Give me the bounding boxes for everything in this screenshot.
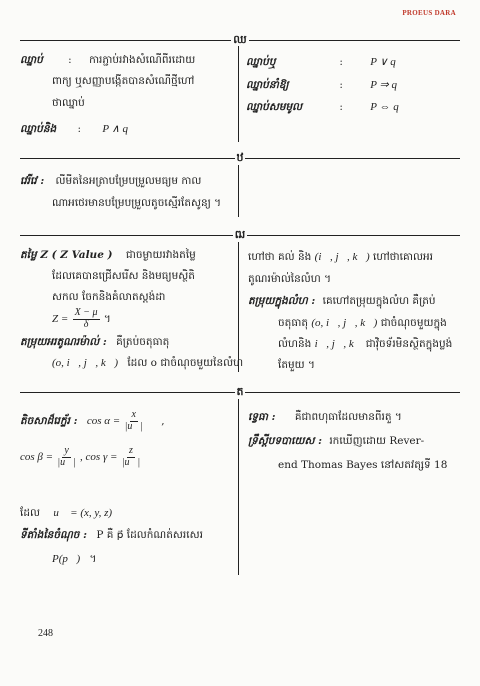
column-divider bbox=[238, 46, 239, 142]
definition-line: ទ្វេធា : គឺជាពហុធាដែលមានពីរតួ ។ bbox=[248, 411, 402, 423]
definition-line: ឈ្នាប់ឬ : P ∨ q bbox=[246, 55, 396, 71]
term: វេរីវេ : bbox=[20, 175, 45, 187]
fraction: $\frac{X - \mu}{\delta}$ bbox=[74, 307, 98, 330]
formula: P ∧ q bbox=[102, 123, 128, 135]
term: ឈ្នាប់នាំឱ្យ bbox=[246, 79, 289, 91]
definition-line: វេរីវេ : លីមីតនៃអត្រាបម្រែបម្រួលមធ្យម កាល bbox=[20, 175, 202, 187]
definition-line: ចតុធាតុ (o, i⃗, j⃗, k⃗) ជាចំណុចមួយក្នុង bbox=[278, 317, 447, 329]
definition-line: លំហនិង i⃗, j⃗, k⃗ ជាវ៉ិចទ័រមិនស្ថិតក្នុងប្លង់ bbox=[278, 338, 453, 350]
column-divider bbox=[238, 242, 239, 372]
column-divider bbox=[238, 165, 239, 217]
column-divider bbox=[238, 399, 239, 575]
formula: P ∨ q bbox=[370, 56, 396, 68]
definition-line: (o, i⃗, j⃗, k⃗) ដែល o ជាចំណុចមួយនៃលំហ bbox=[52, 357, 244, 369]
formula: i⃗, j⃗, k⃗ bbox=[314, 338, 363, 350]
term: តម្រុយក្នុងលំហ : bbox=[248, 295, 316, 307]
definition-text: សកល ចែកនិងគំលាតស្តង់ដា bbox=[52, 291, 166, 303]
running-header: PROEUS DARA bbox=[402, 9, 456, 17]
term: ទ្រឹស្តីបទបាយេស : bbox=[248, 435, 322, 447]
formula: P ⇒ q bbox=[370, 79, 397, 91]
formula: Z = $\frac{X - \mu}{\delta}$ ។ bbox=[52, 307, 111, 330]
definition-line: តម្រុយក្នុងលំហ : គេហៅតម្រុយក្នុងលំហ គឺត្រប់ bbox=[248, 295, 436, 307]
section-letter: ឍ bbox=[0, 228, 480, 244]
formula: P(p⃗) bbox=[52, 553, 81, 565]
definition-text: ពាក្យ ឬសញ្ញាបង្កើតបានសំណើថ្មីហៅ bbox=[52, 75, 195, 87]
definition-text: end Thomas Bayes នៅសតវត្សទី 18 bbox=[278, 459, 448, 471]
formula: (o, i⃗, j⃗, k⃗) bbox=[311, 317, 378, 329]
term: ឈ្នាប់សមមូល bbox=[246, 101, 303, 113]
section-letter: ត bbox=[0, 385, 480, 401]
formula: (i⃗, j⃗, k⃗) bbox=[314, 251, 370, 263]
term: ឈ្នាប់ឬ bbox=[246, 56, 276, 68]
definition-line: តិចសាដ៏រេក្ទ័រ : cos α = $\frac{x}{|u⃗|}$ , bbox=[20, 409, 165, 432]
definition-text: ណាអថេរមានបម្រែបម្រួលតូចស្មើរតែសូន្យ ។ bbox=[52, 197, 222, 209]
definition-line: ឈ្នាប់នាំឱ្យ : P ⇒ q bbox=[246, 78, 397, 94]
formula: u⃗ = (x, y, z) bbox=[53, 507, 113, 519]
fraction: $\frac{x}{|u⃗|}$ bbox=[124, 409, 143, 432]
formula: (o, i⃗, j⃗, k⃗) bbox=[52, 357, 118, 369]
formula: cos β = $\frac{y}{|u⃗|}$ , cos γ = $\frac{z}{|u⃗|}$ bbox=[20, 445, 141, 468]
page-number: 248 bbox=[38, 628, 53, 639]
definition-line: ឈ្នាប់និង : P ∧ q bbox=[20, 123, 128, 135]
fraction: $\frac{z}{|u⃗|}$ bbox=[121, 445, 141, 468]
definition-line: ដែល u⃗ = (x, y, z) bbox=[20, 507, 113, 519]
term: តម្រុយអរតូណរម៉ាល់ : bbox=[20, 336, 107, 348]
definition-line: តម្លៃ Z ( Z Value ) ជាចម្ងាយរវាងតម្លៃ bbox=[20, 249, 196, 261]
section-letter: ឈ bbox=[0, 33, 480, 49]
section-letter: ឋ bbox=[0, 151, 480, 167]
definition-line: ហៅថា គល់ និង (i⃗, j⃗, k⃗) ហៅថាគោលអរ bbox=[248, 251, 434, 263]
formula: cos α = bbox=[86, 415, 121, 427]
definition-text: ថាឈ្នាប់ bbox=[52, 97, 85, 109]
definition-line: តម្រុយអរតូណរម៉ាល់ : គឺត្រប់ចតុធាតុ bbox=[20, 336, 170, 348]
term: តិចសាដ៏រេក្ទ័រ : bbox=[20, 415, 78, 427]
definition-line: ទីតាំងនៃចំណុច : P គឺ p⃗ ដែលកំណត់សរសេរ bbox=[20, 529, 203, 541]
term: ទ្វេធា : bbox=[248, 411, 276, 423]
fraction: $\frac{y}{|u⃗|}$ bbox=[57, 445, 76, 468]
definition-line: ឈ្នាប់ : ការភ្ជាប់រវាងសំណើពីរដោយ bbox=[20, 54, 196, 66]
definition-line: P(p⃗) ។ bbox=[52, 553, 97, 565]
definition-line: ទ្រឹស្តីបទបាយេស : រកឃើញដោយ Rever- bbox=[248, 435, 425, 447]
definition-text: តែមួយ ។ bbox=[278, 359, 315, 371]
definition-line: ឈ្នាប់សមមូល : P ⇔ q bbox=[246, 101, 399, 116]
definition-text: តូណរម៉ាល់នៃលំហ ។ bbox=[248, 273, 332, 285]
definition-text: ដែលគេបានជ្រើសរើស និងមធ្យមស្ថិតិ bbox=[52, 270, 195, 282]
term: តម្លៃ Z ( Z Value ) bbox=[20, 249, 113, 261]
term: ឈ្នាប់និង bbox=[20, 123, 57, 135]
term: ឈ្នាប់ bbox=[20, 54, 43, 66]
term: ទីតាំងនៃចំណុច : bbox=[20, 529, 88, 541]
formula: P ⇔ q bbox=[370, 101, 399, 113]
